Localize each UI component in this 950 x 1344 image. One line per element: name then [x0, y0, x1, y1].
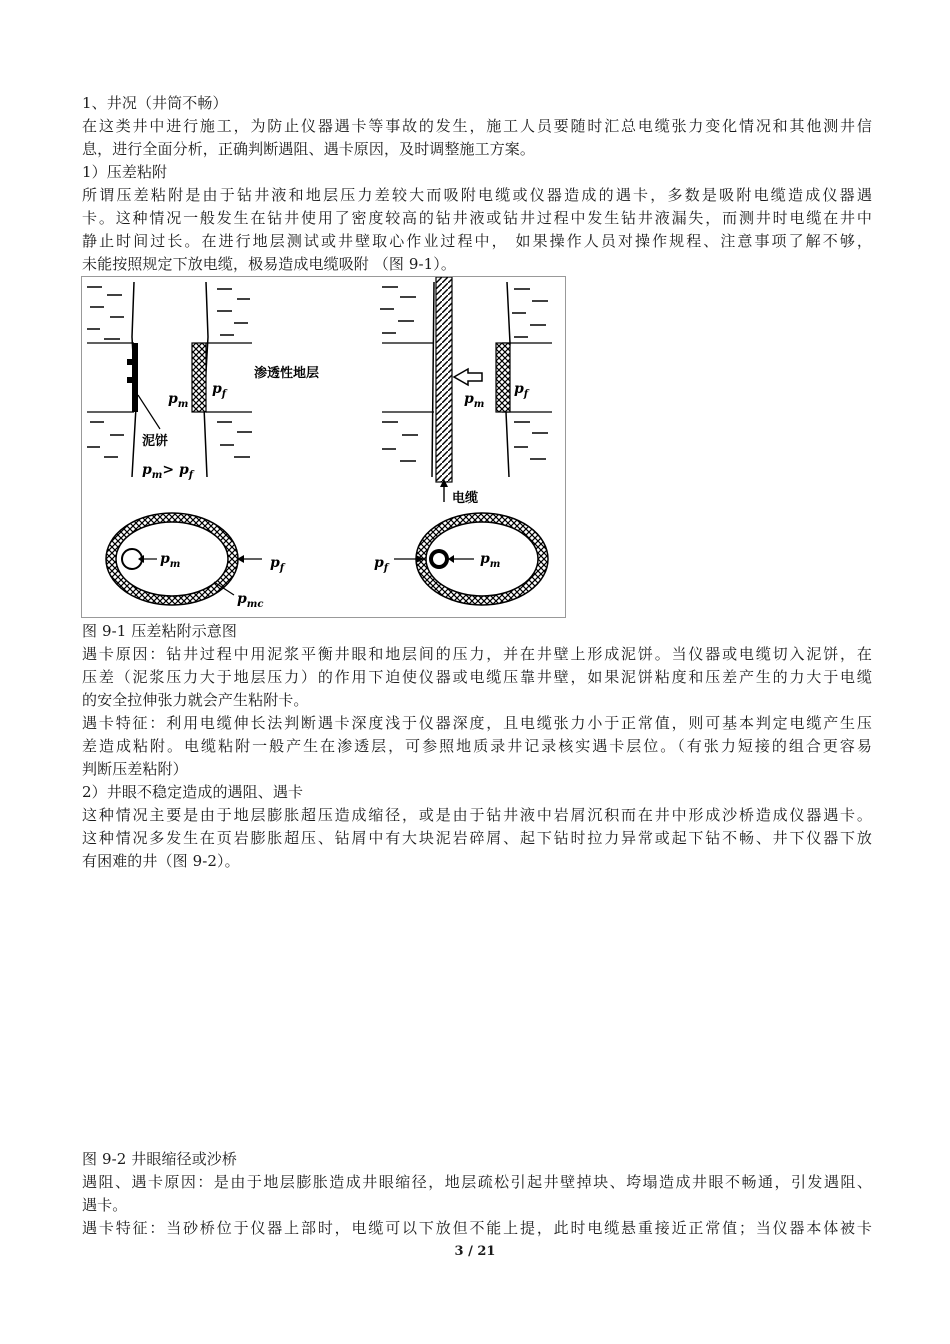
paragraph-line: 卡。这种情况一般发生在钻井使用了密度较高的钻井液或钻井过程中发生钻井液漏失，而测井时电缆在井中 — [82, 209, 872, 227]
paragraph-line: 静止时间过长。在进行地层测试或井壁取心作业过程中， 如果操作人员对操作规程、注意事项了解不够， — [82, 232, 872, 250]
cable-label: 电缆 — [452, 491, 479, 506]
paragraph-line: 这种情况多发生在页岩膨胀超压、钻屑中有大块泥岩碎屑、起下钻时拉力异常或起下钻不畅、井下仪器下放 — [82, 829, 872, 847]
paragraph-line: 遇卡特征：当砂桥位于仪器上部时，电缆可以下放但不能上提，此时电缆悬重接近正常值；当仪器本体被卡 — [82, 1219, 872, 1237]
paragraph-line: 遇卡特征：利用电缆伸长法判断遇卡深度浅于仪器深度，且电缆张力小于正常值，则可基本判定电缆产生压 — [82, 714, 872, 732]
paragraph-line: 的安全拉伸张力就会产生粘附卡。 — [82, 691, 309, 709]
mudcake-left-thin — [132, 343, 138, 412]
pf-label-left: $p_f$ — [212, 381, 227, 400]
subsection-heading: 2）井眼不稳定造成的遇阻、遇卡 — [82, 783, 304, 801]
mudcake-pointer — [138, 395, 160, 429]
cable-hatched — [436, 277, 452, 482]
pm-label-right: $p_m$ — [464, 391, 485, 410]
paragraph-line: 判断压差粘附） — [82, 760, 188, 778]
paragraph-line: 遇卡原因：钻井过程中用泥浆平衡井眼和地层间的压力，并在井壁上形成泥饼。当仪器或电缆切入泥饼，在 — [82, 645, 872, 663]
figure-caption: 图 9-1 压差粘附示意图 — [82, 622, 237, 640]
pmc-label: $p_{mc}$ — [237, 591, 264, 610]
pf-label-right: $p_f$ — [514, 381, 529, 400]
pressure-relation: $p_m> p_f$ — [142, 462, 194, 481]
pressure-arrow — [454, 369, 482, 385]
paragraph-line: 遇卡。 — [82, 1196, 128, 1214]
paragraph-line: 息，进行全面分析，正确判断遇阻、遇卡原因，及时调整施工方案。 — [82, 140, 536, 158]
pm-label-left: $p_m$ — [168, 391, 189, 410]
pf-label-ring-right: $p_f$ — [374, 555, 389, 574]
pressure-differential-diagram — [82, 277, 565, 617]
pf-label-ring-left: $p_f$ — [270, 555, 285, 574]
paragraph-line: 在这类井中进行施工，为防止仪器遇卡等事故的发生，施工人员要随时汇总电缆张力变化情况和其他测井信 — [82, 117, 872, 135]
paragraph-line: 遇阻、遇卡原因：是由于地层膨胀造成井眼缩径，地层疏松引起井壁掉块、垮塌造成井眼不畅通，引发遇阻、 — [82, 1173, 872, 1191]
paragraph-line: 未能按照规定下放电缆，极易造成电缆吸附 （图 9-1）。 — [82, 255, 456, 273]
paragraph-line: 有困难的井（图 9-2）。 — [82, 852, 240, 870]
section-heading: 1、井况（井筒不畅） — [82, 94, 228, 112]
mudcake-right-block — [192, 343, 206, 412]
mudcake-label: 泥饼 — [142, 434, 169, 449]
subsection-heading: 1）压差粘附 — [82, 163, 168, 181]
paragraph-line: 差造成粘附。电缆粘附一般产生在渗透层，可参照地质录井记录核实遇卡层位。（有张力短接的组合更容易 — [82, 737, 872, 755]
left-formation-dashes — [87, 287, 252, 457]
paragraph-line: 这种情况主要是由于地层膨胀超压造成缩径，或是由于钻井液中岩屑沉积而在井中形成沙桥造成仪器遇卡。 — [82, 806, 872, 824]
figure-caption: 图 9-2 井眼缩径或沙桥 — [82, 1150, 237, 1168]
pm-label-ring-right: $p_m$ — [480, 551, 501, 570]
mudcake-right-well — [496, 343, 510, 412]
permeable-layer-label: 渗透性地层 — [254, 366, 320, 381]
paragraph-line: 所谓压差粘附是由于钻井液和地层压力差较大而吸附电缆或仪器造成的遇卡，多数是吸附电缆造成仪器遇 — [82, 186, 872, 204]
page-number: 3 / 21 — [454, 1244, 496, 1259]
figure-9-1-diagram — [81, 276, 566, 618]
pm-label-ring-left: $p_m$ — [160, 551, 181, 570]
paragraph-line: 压差（泥浆压力大于地层压力）的作用下迫使仪器或电缆压靠井壁，如果泥饼粘度和压差产生的力大于电缆 — [82, 668, 872, 686]
